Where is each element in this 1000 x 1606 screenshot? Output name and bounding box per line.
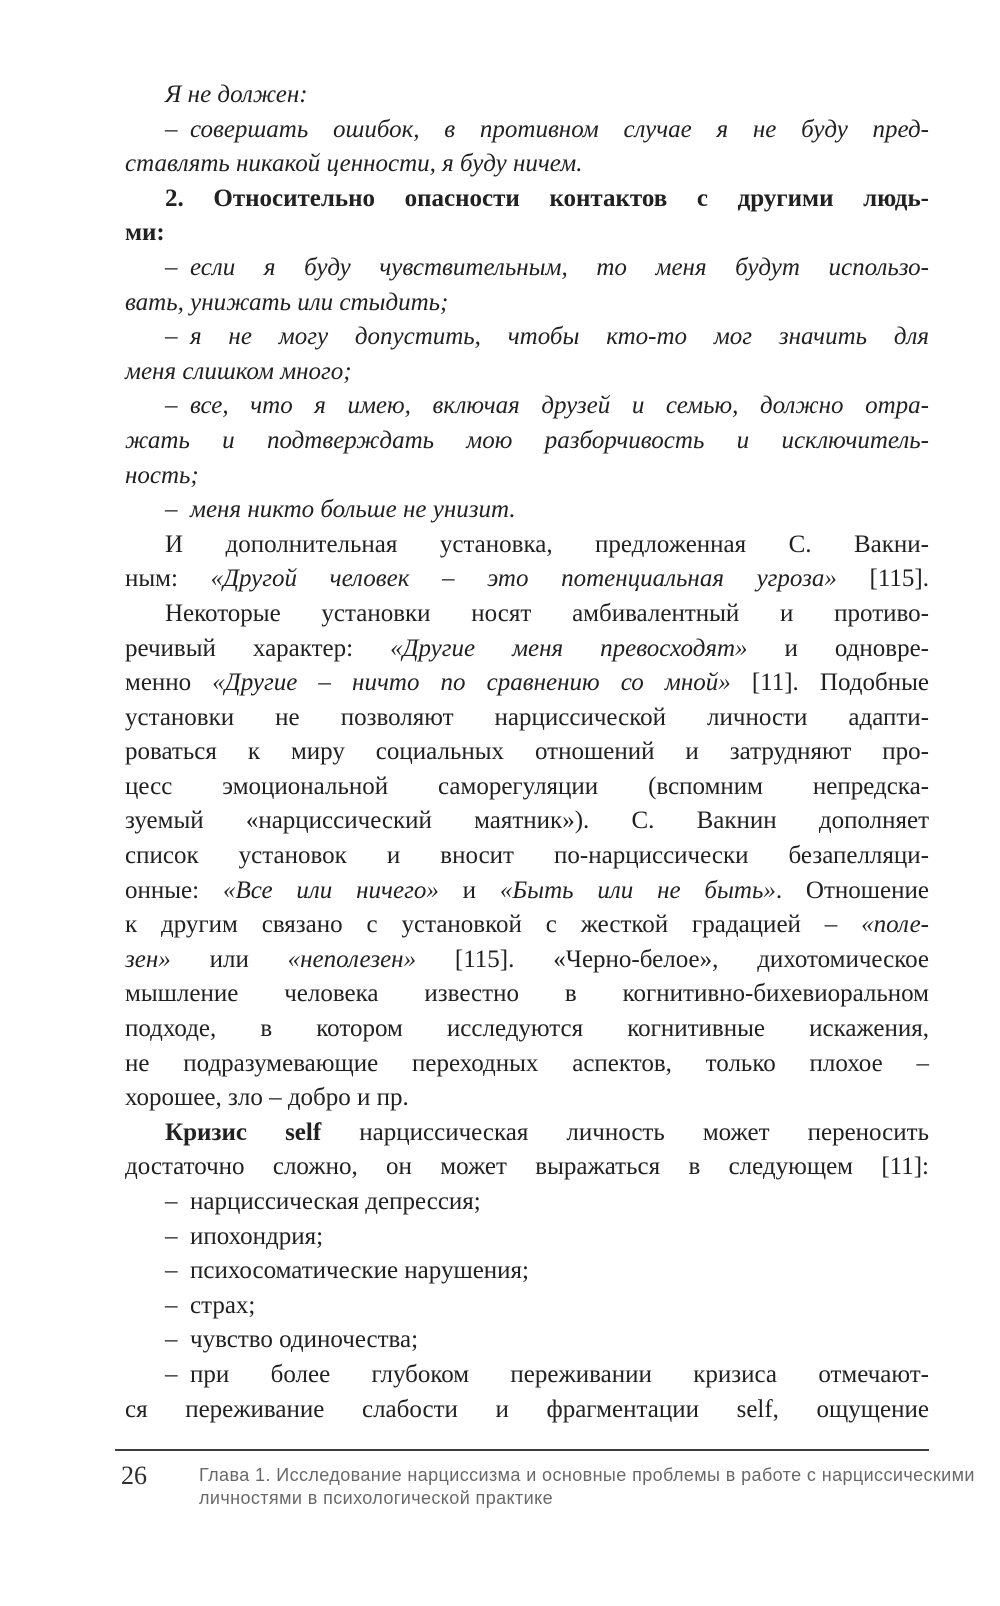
text-segment: – психосоматические нарушения; [165,1257,530,1285]
text-segment: меня слишком много; [125,357,352,385]
text-line [125,1185,929,1220]
text-line [125,355,929,390]
text-segment: Я не должен: [165,81,308,108]
text-line [125,701,929,736]
text-line [125,1393,929,1428]
text-line [125,1358,929,1393]
text-segment: и [438,876,500,904]
text-line [125,182,929,217]
page-number: 26 [121,1461,147,1490]
text-segment: к другим связано с установкой с жесткой градацией – [125,911,862,939]
text-segment: «неполезен» [287,945,417,973]
text-line [125,1116,929,1151]
text-segment: [115]. «Черно-белое», дихотомическое [416,945,929,973]
text-segment: менно [125,669,213,697]
text-segment: цесс эмоциональной саморегуляции (вспомним непредска- [125,772,929,800]
text-segment: Кризис self [165,1118,322,1146]
text-segment: онные: [125,876,223,904]
text-segment: «поле- [861,911,929,939]
text-segment: – при более глубоком переживании кризиса отмечают- [165,1360,929,1388]
text-segment: нарциссическая личность может переносить [321,1118,929,1146]
text-line [125,1220,929,1255]
running-title-line2: личностями в психологической практике [199,1488,553,1508]
text-line [125,770,929,805]
text-line [125,1047,929,1082]
text-segment: ным: [125,565,211,593]
text-line [125,286,929,321]
text-line [125,839,929,874]
footer-rule [115,1449,929,1451]
text-line [125,389,929,424]
text-segment: – нарциссическая депрессия; [165,1188,481,1215]
text-segment: «Все или ничего» [222,876,439,904]
running-title [199,1464,975,1510]
text-segment: «Другие меня превосходят» [390,634,748,662]
text-line [125,562,929,597]
text-segment: – ипохондрия; [165,1222,324,1250]
text-segment: роваться к миру социальных отношений и затрудняют про- [125,738,929,766]
text-segment: ставлять никакой ценности, я буду ничем. [125,150,583,178]
text-segment: – меня никто больше не унизит. [165,496,516,524]
text-line [125,78,929,113]
text-segment: [115]. [836,565,929,593]
text-segment: вать, унижать или стыдить; [125,288,449,316]
text-segment: жать и подтверждать мою разборчивость и исключитель- [125,426,929,454]
text-segment: или [170,945,288,973]
text-segment: речивый характер: [125,634,391,662]
running-title-line1: Глава 1. Исследование нарциссизма и основные проблемы в работе с нарциссическими [199,1465,975,1485]
text-segment: список установок и вносит по-нарциссически безапелляци- [125,842,929,870]
text-line [125,1012,929,1047]
text-segment: «Другой человек – это потенциальная угроза» [210,565,837,593]
text-line [125,1150,929,1185]
text-segment: [11]. Подобные [730,669,929,697]
text-line [125,528,929,563]
text-line [125,1323,929,1358]
text-segment: «Быть или не быть» [499,876,776,904]
text-line [125,216,929,251]
text-line [125,493,929,528]
text-line [125,804,929,839]
text-segment: зен» [125,945,171,973]
text-line [125,320,929,355]
text-segment: «Другие – ничто по сравнению со мной» [212,669,731,697]
body-text [125,78,929,1427]
text-segment: – совершать ошибок, в противном случае я не буду пред- [165,115,929,143]
text-segment: хорошее, зло – добро и пр. [125,1084,409,1112]
text-segment: – страх; [165,1291,256,1319]
text-line [125,666,929,701]
text-segment: подходе, в котором исследуются когнитивные искажения, [125,1015,929,1043]
text-segment: И дополнительная установка, предложенная С. Вакни- [165,530,929,558]
text-line [125,1081,929,1116]
text-line [125,113,929,148]
text-segment: не подразумевающие переходных аспектов, только плохое – [125,1049,929,1077]
text-line [125,908,929,943]
text-line [125,597,929,632]
text-line [125,147,929,182]
text-segment: ся переживание слабости и фрагментации self, ощущение [125,1395,929,1423]
text-segment: достаточно сложно, он может выражаться в следующем [11]: [125,1153,929,1181]
text-segment: мышление человека известно в когнитивно-бихевиоральном [125,980,929,1008]
text-line [125,251,929,286]
text-segment: . Отношение [775,876,929,904]
text-line [125,874,929,909]
text-line [125,1289,929,1324]
text-segment: – я не могу допустить, чтобы кто-то мог значить для [165,323,929,351]
text-segment: ми: [125,219,165,247]
text-segment: – все, что я имею, включая друзей и семью, должно отра- [165,392,929,420]
text-line [125,632,929,667]
text-line [125,424,929,459]
text-segment: Некоторые установки носят амбивалентный и противо- [165,599,929,627]
text-line [125,943,929,978]
text-line [125,735,929,770]
text-segment: установки не позволяют нарциссической личности адапти- [125,703,929,731]
text-line [125,1254,929,1289]
text-segment: зуемый «нарциссический маятник»). С. Вакнин дополняет [125,807,929,835]
text-segment: – если я буду чувствительным, то меня будут использо- [165,253,929,281]
text-line [125,459,929,494]
text-segment: и одновре- [747,634,929,662]
text-line [125,977,929,1012]
text-segment: ность; [125,461,199,489]
text-segment: – чувство одиночества; [165,1326,419,1354]
text-segment: 2. Относительно опасности контактов с другими людь- [165,184,929,212]
